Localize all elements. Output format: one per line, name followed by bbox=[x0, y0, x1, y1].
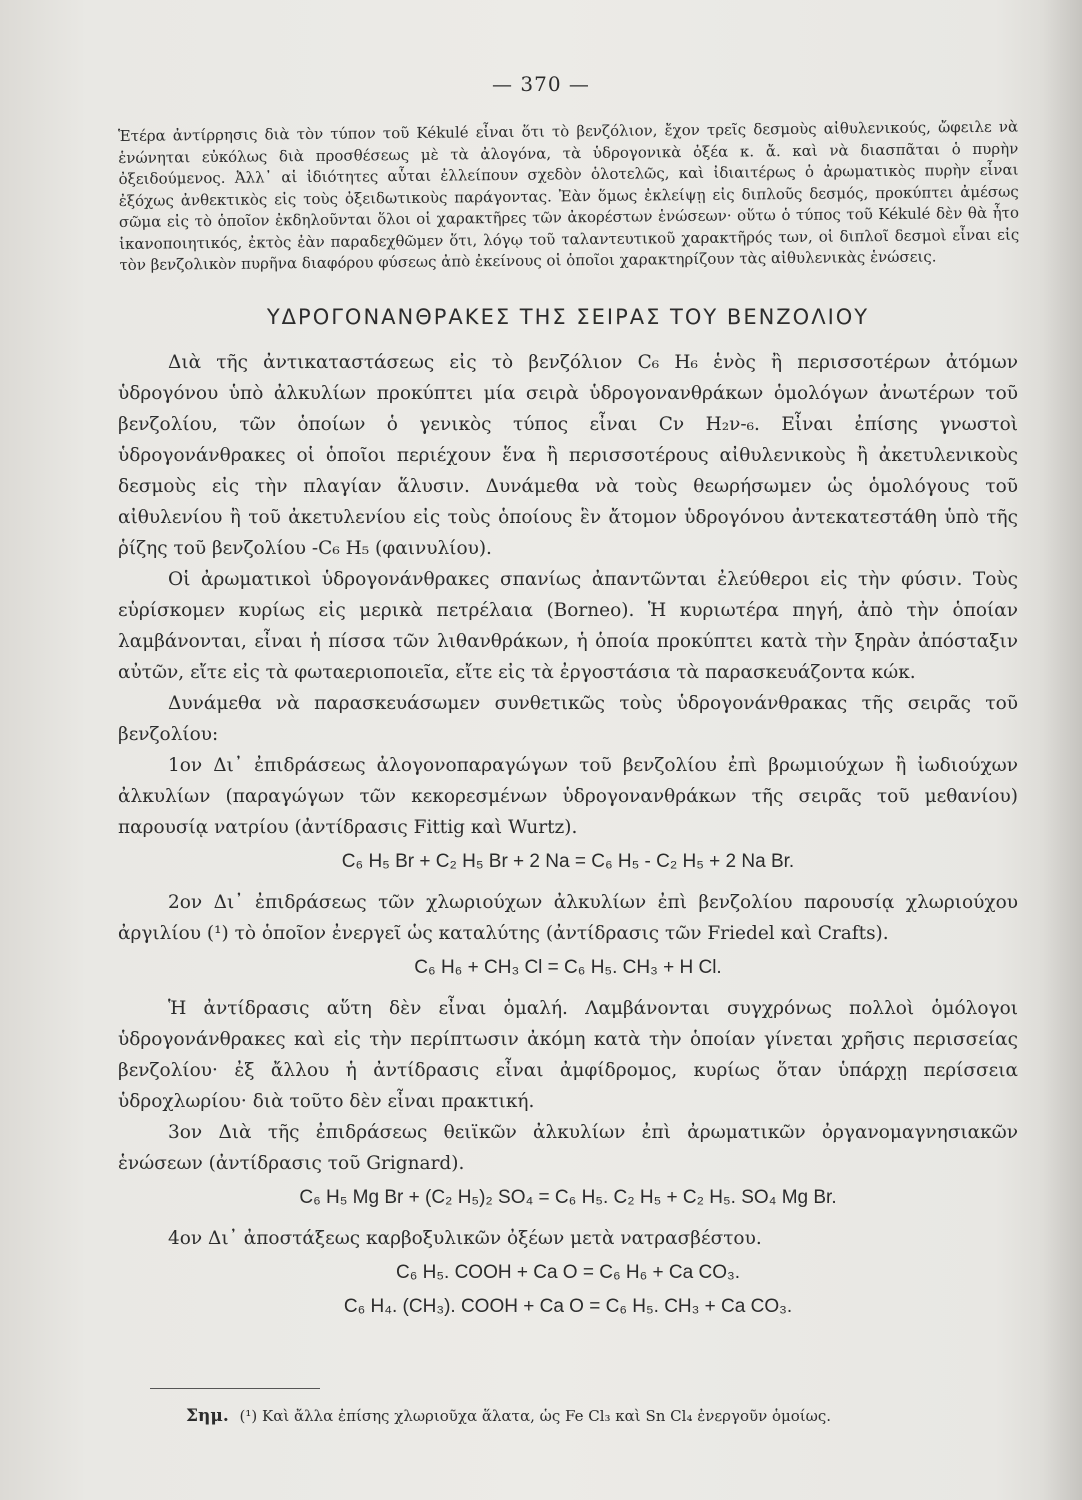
binding-shadow bbox=[1042, 0, 1082, 1500]
paragraph-method-1: 1ον Δι᾽ ἐπιδράσεως ἀλογονοπαραγώγων τοῦ βενζολίου ἐπὶ βρωμιούχων ἢ ἰωδιούχων ἀλκυλίων (παραγώγων τῶν κεκορεσμένων ὑδρογονανθράκων τῆς σειρᾶς τοῦ μεθανίου) παρουσίᾳ νατρίου (ἀντίδρασις Fittig καὶ Wurtz). bbox=[118, 754, 1018, 838]
footnote-text: (¹) Καὶ ἄλλα ἐπίσης χλωριοῦχα ἅλατα, ὡς Fe Cl₃ καὶ Sn Cl₄ ἐνεργοῦν ὁμοίως. bbox=[239, 1407, 832, 1425]
section-heading: ΥΔΡΟΓΟΝΑΝΘΡΑΚΕΣ ΤΗΣ ΣΕΙΡΑΣ ΤΟΥ ΒΕΝΖΟΛΙΟΥ bbox=[266, 304, 870, 329]
formula-decarboxylation-1: C₆ H₅. COOH + Ca O = C₆ H₆ + Ca CO₃. bbox=[395, 1261, 741, 1283]
intro-paragraph: Ἑτέρα ἀντίρρησις διὰ τὸν τύπον τοῦ Kékulé εἶναι ὅτι τὸ βενζόλιον, ἔχον τρεῖς δεσμοὺς αἰθυλενικούς, ὤφειλε νὰ ἑνώνηται εὐκόλως διὰ προσθέσεως μὲ τὰ ἀλογόνα, τὰ ὑδρογονικὰ ὀξέα κ. ἄ. καὶ νὰ διασπᾶται ὁ πυρὴν ὀξειδούμενος. Ἀλλ᾽ αἱ ἰδιότητες αὗται ἐλλείπουν σχεδὸν ὁλοτελῶς, καὶ ἰδιαιτέρως ὁ ἀρωματικὸς πυρὴν εἶναι ἐξόχως ἀνθεκτικὸς εἰς τοὺς ὀξειδωτικοὺς παράγοντας. Ἐὰν ὅμως ἐκλείψῃ εἰς διπλοῦς δεσμός, προκύπτει ἀμέσως σῶμα εἰς τὸ ὁποῖον ἐκδηλοῦνται ὅλοι οἱ χαρακτῆρες τῶν ἀκορέστων ἑνώσεων· οὕτω ὁ τύπος τοῦ Kékulé δὲν θὰ ἦτο ἱκανοποιητικός, ἐκτὸς ἐὰν παραδεχθῶμεν ὅτι, λόγῳ τοῦ ταλαντευτικοῦ χαρακτῆρός των, οἱ διπλοῖ δεσμοὶ εἶναι εἰς τὸν βενζολικὸν πυρῆνα διαφόρου φύσεως ἀπὸ ἐκείνους οἱ ὁποῖοι χαρακτηρίζουν τὰς αἰθυλενικὰς ἑνώσεις. bbox=[118, 117, 1020, 274]
page-number: — 370 — bbox=[492, 72, 590, 96]
paragraph-general-formula: Διὰ τῆς ἀντικαταστάσεως εἰς τὸ βενζόλιον C₆ H₆ ἑνὸς ἢ περισσοτέρων ἀτόμων ὑδρογόνου ὑπὸ ἀλκυλίων προκύπτει μία σειρὰ ὑδρογονανθράκων ὁμολόγων ἀνωτέρων τοῦ βενζολίου, τῶν ὁποίων ὁ γενικὸς τύπος εἶναι Cν H₂ν-₆. Εἶναι ἐπίσης γνωστοὶ ὑδρογονάνθρακες οἱ ὁποῖοι περιέχουν ἕνα ἢ περισσοτέρους αἰθυλενικοὺς ἢ ἀκετυλενικοὺς δεσμοὺς εἰς τὴν πλαγίαν ἅλυσιν. Δυνάμεθα νὰ τοὺς θεωρήσωμεν ὡς ὁμολόγους τοῦ αἰθυλενίου ἢ τοῦ ἀκετυλενίου εἰς τοὺς ὁποίους ἓν ἄτομον ὑδρογόνου ἀντεκατεστάθη ὑπὸ τῆς ῥίζης τοῦ βενζολίου -C₆ H₅ (φαινυλίου). bbox=[118, 351, 1018, 559]
page-content bbox=[118, 117, 1020, 1332]
paragraph-method-3: 3ον Διὰ τῆς ἐπιδράσεως θειϊκῶν ἀλκυλίων ἐπὶ ἀρωματικῶν ὀργανομαγνησιακῶν ἑνώσεων (ἀντίδρασις τοῦ Grignard). bbox=[118, 1121, 1018, 1174]
footnote-label: Σημ. bbox=[186, 1406, 229, 1426]
formula-grignard: C₆ H₅ Mg Br + (C₂ H₅)₂ SO₄ = C₆ H₅. C₂ H₅ + C₂ H₅. SO₄ Mg Br. bbox=[299, 1186, 837, 1208]
footnote bbox=[186, 1405, 1006, 1427]
paragraph-method-4: 4ον Δι᾽ ἀποστάξεως καρβοξυλικῶν ὀξέων μετὰ νατρασβέστου. bbox=[168, 1227, 762, 1249]
paragraph-method-2-notes: Ἡ ἀντίδρασις αὕτη δὲν εἶναι ὁμαλή. Λαμβάνονται συγχρόνως πολλοὶ ὁμόλογοι ὑδρογονάνθρακες καὶ εἰς τὴν περίπτωσιν ἀκόμη κατὰ τὴν ὁποίαν γίνεται χρῆσις περισσείας βενζολίου· ἐξ ἄλλου ἡ ἀντίδρασις εἶναι ἀμφίδρομος, κυρίως ὅταν ὑπάρχῃ περίσσεια ὑδροχλωρίου· διὰ τοῦτο δὲν εἶναι πρακτική. bbox=[118, 997, 1018, 1112]
paragraph-method-2: 2ον Δι᾽ ἐπιδράσεως τῶν χλωριούχων ἀλκυλίων ἐπὶ βενζολίου παρουσίᾳ χλωριούχου ἀργιλίου (¹) τὸ ὁποῖον ἐνεργεῖ ὡς καταλύτης (ἀντίδρασις τῶν Friedel καὶ Crafts). bbox=[118, 891, 1018, 944]
paragraph-synthesis-intro: Δυνάμεθα νὰ παρασκευάσωμεν συνθετικῶς τοὺς ὑδρογονάνθρακας τῆς σειρᾶς τοῦ βενζολίου: bbox=[118, 692, 1018, 745]
footnote-divider bbox=[150, 1388, 320, 1389]
paragraph-natural-sources: Οἱ ἀρωματικοὶ ὑδρογονάνθρακες σπανίως ἀπαντῶνται ἐλεύθεροι εἰς τὴν φύσιν. Τοὺς εὑρίσκομεν κυρίως εἰς μερικὰ πετρέλαια (Borneo). Ἡ κυριωτέρα πηγή, ἀπὸ τὴν ὁποίαν λαμβάνονται, εἶναι ἡ πίσσα τῶν λιθανθράκων, ἡ ὁποία προκύπτει κατὰ τὴν ξηρὰν ἀπόσταξιν αὐτῶν, εἴτε εἰς τὰ φωταεριοποιεῖα, εἴτε εἰς τὰ ἐργοστάσια τὰ παρασκευάζοντα κώκ. bbox=[118, 568, 1018, 683]
formula-fittig-wurtz: C₆ H₅ Br + C₂ H₅ Br + 2 Na = C₆ H₅ - C₂ H₅ + 2 Na Br. bbox=[341, 850, 795, 872]
formula-friedel-crafts: C₆ H₆ + CH₃ Cl = C₆ H₅. CH₃ + H Cl. bbox=[414, 956, 722, 978]
formula-decarboxylation-2: C₆ H₄. (CH₃). COOH + Ca O = C₆ H₅. CH₃ + Ca CO₃. bbox=[343, 1295, 793, 1317]
